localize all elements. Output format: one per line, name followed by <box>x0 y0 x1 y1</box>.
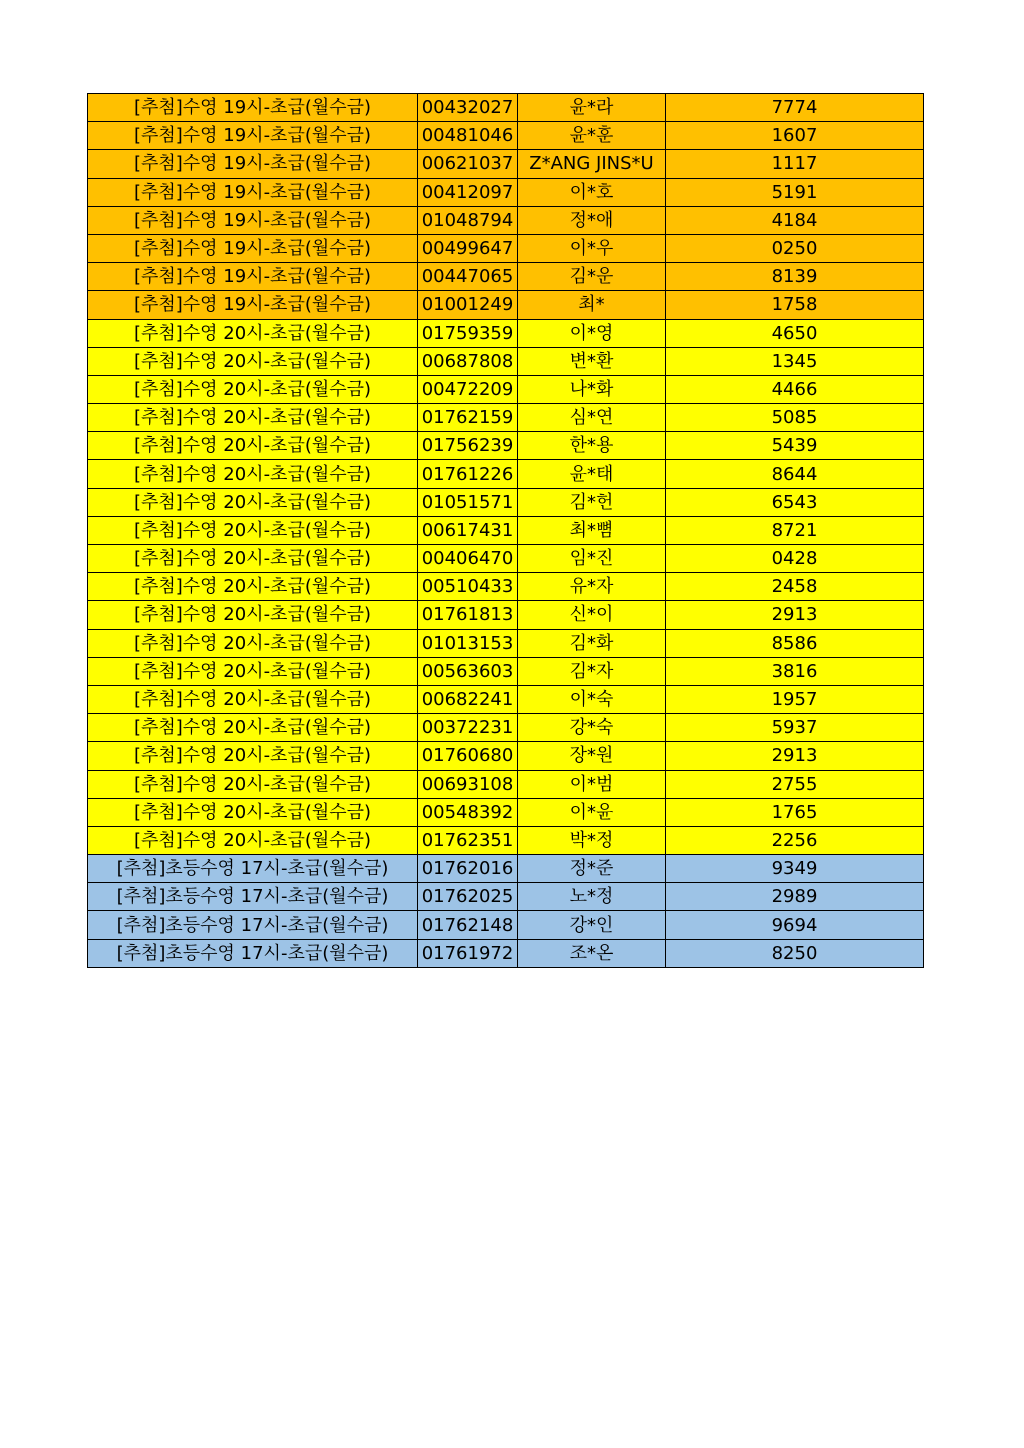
member-id-cell: 00682241 <box>418 685 518 713</box>
code-cell: 1345 <box>666 347 924 375</box>
member-name-cell: 심*연 <box>518 404 666 432</box>
member-id-cell: 01761972 <box>418 939 518 967</box>
member-name-cell: 정*애 <box>518 206 666 234</box>
course-cell: [추첨]수영 19시-초급(월수금) <box>88 94 418 122</box>
table-row <box>88 826 924 854</box>
table-row <box>88 742 924 770</box>
code-cell: 4184 <box>666 206 924 234</box>
member-id-cell: 01756239 <box>418 432 518 460</box>
code-cell: 9349 <box>666 855 924 883</box>
member-name-cell: 임*진 <box>518 545 666 573</box>
member-id-cell: 00447065 <box>418 263 518 291</box>
member-id-cell: 01762159 <box>418 404 518 432</box>
code-cell: 2913 <box>666 601 924 629</box>
code-cell: 6543 <box>666 488 924 516</box>
course-cell: [추첨]수영 19시-초급(월수금) <box>88 263 418 291</box>
code-cell: 5937 <box>666 714 924 742</box>
code-cell: 1765 <box>666 798 924 826</box>
lottery-results-table <box>87 93 924 968</box>
member-id-cell: 00687808 <box>418 347 518 375</box>
member-name-cell: 나*화 <box>518 375 666 403</box>
member-name-cell: 정*준 <box>518 855 666 883</box>
course-cell: [추첨]수영 19시-초급(월수금) <box>88 291 418 319</box>
member-name-cell: 한*용 <box>518 432 666 460</box>
table-body <box>88 94 924 968</box>
code-cell: 1117 <box>666 150 924 178</box>
member-name-cell: 노*정 <box>518 883 666 911</box>
table-row <box>88 347 924 375</box>
member-name-cell: 이*숙 <box>518 685 666 713</box>
member-name-cell: 강*숙 <box>518 714 666 742</box>
member-name-cell: 이*윤 <box>518 798 666 826</box>
member-id-cell: 01762025 <box>418 883 518 911</box>
member-name-cell: 최*뼘 <box>518 516 666 544</box>
member-name-cell: 이*범 <box>518 770 666 798</box>
member-name-cell: 이*호 <box>518 178 666 206</box>
code-cell: 0428 <box>666 545 924 573</box>
code-cell: 2755 <box>666 770 924 798</box>
course-cell: [추첨]수영 19시-초급(월수금) <box>88 122 418 150</box>
member-name-cell: 윤*태 <box>518 460 666 488</box>
code-cell: 5085 <box>666 404 924 432</box>
member-name-cell: 김*자 <box>518 657 666 685</box>
table-row <box>88 375 924 403</box>
table-row <box>88 234 924 262</box>
member-name-cell: 조*온 <box>518 939 666 967</box>
table-row <box>88 545 924 573</box>
table-row <box>88 291 924 319</box>
member-name-cell: 신*이 <box>518 601 666 629</box>
member-id-cell: 01001249 <box>418 291 518 319</box>
course-cell: [추첨]수영 19시-초급(월수금) <box>88 150 418 178</box>
course-cell: [추첨]수영 20시-초급(월수금) <box>88 404 418 432</box>
table-row <box>88 883 924 911</box>
table-row <box>88 150 924 178</box>
table-row <box>88 263 924 291</box>
table-row <box>88 798 924 826</box>
code-cell: 0250 <box>666 234 924 262</box>
table-row <box>88 516 924 544</box>
course-cell: [추첨]수영 20시-초급(월수금) <box>88 432 418 460</box>
member-name-cell: Z*ANG JINS*U <box>518 150 666 178</box>
member-id-cell: 01760680 <box>418 742 518 770</box>
member-id-cell: 01048794 <box>418 206 518 234</box>
course-cell: [추첨]수영 20시-초급(월수금) <box>88 319 418 347</box>
code-cell: 2989 <box>666 883 924 911</box>
member-name-cell: 유*자 <box>518 573 666 601</box>
table-row <box>88 94 924 122</box>
code-cell: 2256 <box>666 826 924 854</box>
member-id-cell: 00510433 <box>418 573 518 601</box>
table-row <box>88 432 924 460</box>
member-id-cell: 01051571 <box>418 488 518 516</box>
member-name-cell: 장*원 <box>518 742 666 770</box>
course-cell: [추첨]수영 20시-초급(월수금) <box>88 573 418 601</box>
table-row <box>88 178 924 206</box>
code-cell: 7774 <box>666 94 924 122</box>
table-row <box>88 122 924 150</box>
code-cell: 4466 <box>666 375 924 403</box>
course-cell: [추첨]수영 20시-초급(월수금) <box>88 347 418 375</box>
member-name-cell: 최* <box>518 291 666 319</box>
member-name-cell: 김*헌 <box>518 488 666 516</box>
code-cell: 2913 <box>666 742 924 770</box>
member-name-cell: 윤*훈 <box>518 122 666 150</box>
member-id-cell: 00548392 <box>418 798 518 826</box>
code-cell: 5439 <box>666 432 924 460</box>
code-cell: 3816 <box>666 657 924 685</box>
table-row <box>88 685 924 713</box>
course-cell: [추첨]수영 19시-초급(월수금) <box>88 234 418 262</box>
member-id-cell: 00432027 <box>418 94 518 122</box>
table-row <box>88 770 924 798</box>
member-id-cell: 00412097 <box>418 178 518 206</box>
course-cell: [추첨]수영 19시-초급(월수금) <box>88 178 418 206</box>
member-name-cell: 박*정 <box>518 826 666 854</box>
course-cell: [추첨]수영 20시-초급(월수금) <box>88 375 418 403</box>
member-id-cell: 00621037 <box>418 150 518 178</box>
course-cell: [추첨]수영 20시-초급(월수금) <box>88 488 418 516</box>
member-id-cell: 01762351 <box>418 826 518 854</box>
course-cell: [추첨]초등수영 17시-초급(월수금) <box>88 883 418 911</box>
course-cell: [추첨]수영 20시-초급(월수금) <box>88 601 418 629</box>
course-cell: [추첨]수영 20시-초급(월수금) <box>88 770 418 798</box>
member-id-cell: 01762016 <box>418 855 518 883</box>
course-cell: [추첨]수영 20시-초급(월수금) <box>88 629 418 657</box>
table-row <box>88 657 924 685</box>
course-cell: [추첨]수영 20시-초급(월수금) <box>88 798 418 826</box>
table-row <box>88 206 924 234</box>
member-name-cell: 김*화 <box>518 629 666 657</box>
code-cell: 5191 <box>666 178 924 206</box>
course-cell: [추첨]수영 20시-초급(월수금) <box>88 714 418 742</box>
course-cell: [추첨]초등수영 17시-초급(월수금) <box>88 911 418 939</box>
course-cell: [추첨]수영 20시-초급(월수금) <box>88 516 418 544</box>
table-row <box>88 404 924 432</box>
course-cell: [추첨]수영 20시-초급(월수금) <box>88 460 418 488</box>
member-name-cell: 강*인 <box>518 911 666 939</box>
course-cell: [추첨]수영 20시-초급(월수금) <box>88 545 418 573</box>
member-name-cell: 이*우 <box>518 234 666 262</box>
code-cell: 1758 <box>666 291 924 319</box>
member-id-cell: 00372231 <box>418 714 518 742</box>
table-row <box>88 855 924 883</box>
table-row <box>88 911 924 939</box>
member-id-cell: 01761226 <box>418 460 518 488</box>
table-row <box>88 939 924 967</box>
member-id-cell: 01762148 <box>418 911 518 939</box>
course-cell: [추첨]초등수영 17시-초급(월수금) <box>88 939 418 967</box>
code-cell: 8644 <box>666 460 924 488</box>
code-cell: 8586 <box>666 629 924 657</box>
course-cell: [추첨]수영 20시-초급(월수금) <box>88 657 418 685</box>
member-name-cell: 김*운 <box>518 263 666 291</box>
course-cell: [추첨]수영 20시-초급(월수금) <box>88 685 418 713</box>
table-row <box>88 319 924 347</box>
code-cell: 8721 <box>666 516 924 544</box>
table-row <box>88 573 924 601</box>
member-id-cell: 01759359 <box>418 319 518 347</box>
table-row <box>88 601 924 629</box>
member-id-cell: 00617431 <box>418 516 518 544</box>
member-id-cell: 01761813 <box>418 601 518 629</box>
code-cell: 4650 <box>666 319 924 347</box>
table-row <box>88 488 924 516</box>
course-cell: [추첨]초등수영 17시-초급(월수금) <box>88 855 418 883</box>
code-cell: 1607 <box>666 122 924 150</box>
code-cell: 2458 <box>666 573 924 601</box>
member-name-cell: 변*환 <box>518 347 666 375</box>
member-id-cell: 00563603 <box>418 657 518 685</box>
member-id-cell: 00499647 <box>418 234 518 262</box>
code-cell: 8250 <box>666 939 924 967</box>
member-name-cell: 이*영 <box>518 319 666 347</box>
course-cell: [추첨]수영 19시-초급(월수금) <box>88 206 418 234</box>
code-cell: 9694 <box>666 911 924 939</box>
member-id-cell: 00481046 <box>418 122 518 150</box>
member-id-cell: 01013153 <box>418 629 518 657</box>
member-id-cell: 00472209 <box>418 375 518 403</box>
table-row <box>88 714 924 742</box>
course-cell: [추첨]수영 20시-초급(월수금) <box>88 826 418 854</box>
member-id-cell: 00693108 <box>418 770 518 798</box>
table-row <box>88 460 924 488</box>
code-cell: 1957 <box>666 685 924 713</box>
member-name-cell: 윤*라 <box>518 94 666 122</box>
course-cell: [추첨]수영 20시-초급(월수금) <box>88 742 418 770</box>
code-cell: 8139 <box>666 263 924 291</box>
member-id-cell: 00406470 <box>418 545 518 573</box>
table-row <box>88 629 924 657</box>
